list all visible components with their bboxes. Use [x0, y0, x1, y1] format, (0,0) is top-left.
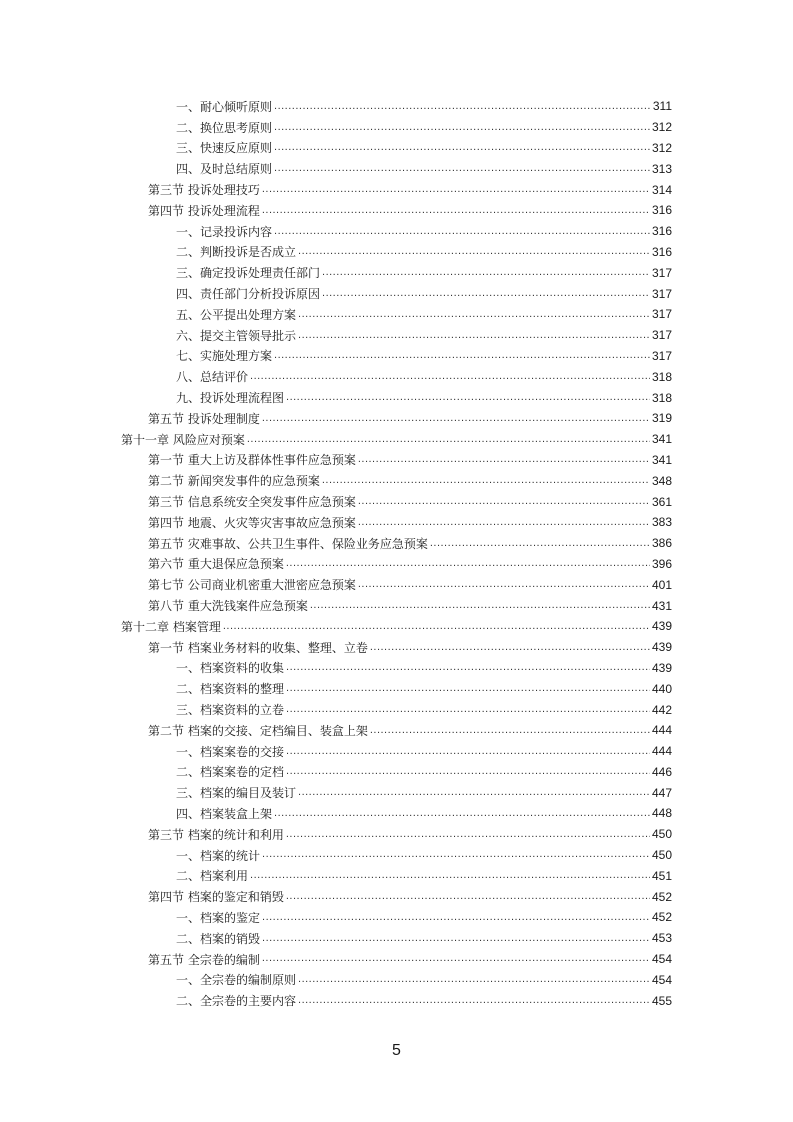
toc-entry[interactable] [0, 408, 793, 429]
dot-leader [262, 183, 650, 200]
toc-entry-title: 二、换位思考原则 [176, 120, 273, 135]
toc-entry-page: 318 [651, 369, 672, 384]
dot-leader [322, 266, 650, 283]
toc-entry[interactable] [0, 450, 793, 471]
toc-entry-title: 第六节 重大退保应急预案 [148, 557, 284, 572]
toc-entry-page: 316 [651, 224, 672, 239]
toc-entry[interactable] [0, 990, 793, 1011]
toc-entry-page: 317 [651, 307, 672, 322]
toc-entry[interactable] [0, 200, 793, 221]
toc-entry-page: 453 [651, 931, 672, 946]
toc-entry-title: 六、提交主管领导批示 [176, 328, 297, 343]
toc-entry-page: 448 [651, 806, 672, 821]
dot-leader [286, 828, 650, 845]
toc-entry-page: 383 [651, 515, 672, 530]
toc-entry-title: 二、档案资料的整理 [176, 682, 285, 697]
toc-entry-page: 314 [651, 182, 672, 197]
toc-entry-page: 317 [651, 328, 672, 343]
dot-leader [274, 121, 650, 138]
toc-entry-title: 二、判断投诉是否成立 [176, 245, 297, 260]
toc-entry-page: 312 [651, 120, 672, 135]
toc-entry[interactable] [0, 470, 793, 491]
dot-leader [223, 620, 650, 637]
toc-entry[interactable] [0, 616, 793, 637]
dot-leader [262, 204, 650, 221]
toc-entry-title: 一、耐心倾听原则 [176, 99, 273, 114]
toc-entry[interactable] [0, 824, 793, 845]
toc-entry-page: 442 [651, 702, 672, 717]
dot-leader [298, 786, 650, 803]
toc-entry[interactable] [0, 262, 793, 283]
toc-entry-title: 一、档案案卷的交接 [176, 744, 285, 759]
dot-leader [358, 495, 650, 512]
toc-entry-title: 第五节 灾难事故、公共卫生事件、保险业务应急预案 [148, 536, 428, 551]
dot-leader [274, 807, 650, 824]
toc-entry-page: 444 [651, 744, 672, 759]
toc-entry[interactable] [0, 949, 793, 970]
toc-entry-title: 第五节 投诉处理制度 [148, 411, 260, 426]
toc-entry-title: 二、档案的销毁 [176, 931, 261, 946]
toc-entry[interactable] [0, 845, 793, 866]
toc-entry-title: 七、实施处理方案 [176, 349, 273, 364]
toc-entry-page: 451 [651, 868, 672, 883]
dot-leader [286, 703, 650, 720]
toc-entry-page: 386 [651, 536, 672, 551]
toc-entry-title: 三、确定投诉处理责任部门 [176, 266, 321, 281]
toc-entry-title: 第三节 档案的统计和利用 [148, 827, 284, 842]
toc-entry[interactable] [0, 803, 793, 824]
toc-entry-title: 第四节 档案的鉴定和销毁 [148, 890, 284, 905]
toc-entry-title: 第十二章 档案管理 [121, 619, 221, 634]
dot-leader [358, 578, 650, 595]
toc-entry-title: 五、公平提出处理方案 [176, 307, 297, 322]
toc-entry-page: 447 [651, 785, 672, 800]
toc-entry[interactable] [0, 699, 793, 720]
dot-leader [250, 370, 650, 387]
dot-leader [274, 100, 650, 117]
toc-entry-page: 455 [651, 993, 672, 1008]
dot-leader [322, 474, 650, 491]
toc-entry[interactable] [0, 928, 793, 949]
toc-entry[interactable] [0, 533, 793, 554]
toc-entry[interactable] [0, 179, 793, 200]
toc-entry-page: 439 [651, 660, 672, 675]
toc-entry-title: 第八节 重大洗钱案件应急预案 [148, 599, 308, 614]
toc-entry-page: 361 [651, 494, 672, 509]
dot-leader [286, 765, 650, 782]
toc-entry[interactable] [0, 325, 793, 346]
dot-leader [250, 869, 650, 886]
toc-entry-page: 317 [651, 286, 672, 301]
dot-leader [298, 994, 650, 1011]
toc-entry-page: 341 [651, 432, 672, 447]
toc-entry-page: 317 [651, 348, 672, 363]
dot-leader [298, 973, 650, 990]
toc-entry-title: 一、全宗卷的编制原则 [176, 973, 297, 988]
toc-entry[interactable] [0, 117, 793, 138]
toc-entry-title: 一、档案的统计 [176, 848, 261, 863]
toc-entry[interactable] [0, 574, 793, 595]
toc-entry-page: 316 [651, 203, 672, 218]
dot-leader [262, 932, 650, 949]
dot-leader [286, 391, 650, 408]
toc-entry[interactable] [0, 554, 793, 575]
dot-leader [262, 848, 650, 865]
toc-entry-page: 313 [651, 161, 672, 176]
toc-entry[interactable] [0, 886, 793, 907]
table-of-contents [0, 96, 793, 1011]
toc-entry-title: 第五节 全宗卷的编制 [148, 952, 260, 967]
toc-entry-title: 四、及时总结原则 [176, 162, 273, 177]
toc-entry-title: 第七节 公司商业机密重大泄密应急预案 [148, 578, 356, 593]
dot-leader [358, 516, 650, 533]
toc-entry[interactable] [0, 346, 793, 367]
toc-entry[interactable] [0, 96, 793, 117]
toc-entry[interactable] [0, 512, 793, 533]
toc-entry[interactable] [0, 741, 793, 762]
dot-leader [370, 641, 650, 658]
toc-entry-title: 三、档案资料的立卷 [176, 703, 285, 717]
toc-entry[interactable] [0, 720, 793, 741]
toc-entry[interactable] [0, 304, 793, 325]
toc-entry-page: 440 [651, 681, 672, 696]
dot-leader [274, 162, 650, 179]
dot-leader [286, 557, 650, 574]
toc-entry-title: 一、档案资料的收集 [176, 661, 285, 676]
dot-leader [262, 911, 650, 928]
toc-entry[interactable] [0, 158, 793, 179]
toc-entry-title: 二、档案案卷的定档 [176, 765, 285, 780]
toc-entry[interactable] [0, 637, 793, 658]
toc-entry-title: 第三节 信息系统安全突发事件应急预案 [148, 495, 356, 510]
toc-entry-page: 311 [652, 99, 672, 114]
toc-entry-title: 第四节 地震、火灾等灾害事故应急预案 [148, 515, 356, 530]
dot-leader [262, 412, 650, 429]
toc-entry-page: 450 [651, 848, 672, 863]
toc-entry[interactable] [0, 366, 793, 387]
toc-entry-page: 348 [651, 473, 672, 488]
dot-leader [310, 599, 650, 616]
dot-leader [274, 349, 650, 366]
toc-entry-title: 九、投诉处理流程图 [176, 391, 285, 406]
toc-entry-page: 452 [651, 910, 672, 925]
dot-leader [262, 952, 650, 969]
toc-entry-page: 439 [651, 619, 672, 634]
toc-entry-title: 二、全宗卷的主要内容 [176, 994, 297, 1009]
toc-entry-page: 396 [651, 556, 672, 571]
toc-entry-page: 452 [651, 889, 672, 904]
toc-entry-page: 454 [651, 972, 672, 987]
toc-entry-title: 一、记录投诉内容 [176, 224, 273, 239]
page-number: 5 [392, 1042, 401, 1059]
dot-leader [358, 453, 650, 470]
toc-entry-title: 三、档案的编目及装订 [176, 786, 297, 801]
toc-entry-page: 431 [651, 598, 672, 613]
toc-entry-title: 一、档案的鉴定 [176, 910, 261, 925]
toc-entry[interactable] [0, 595, 793, 616]
toc-entry-page: 454 [651, 952, 672, 967]
toc-entry[interactable] [0, 865, 793, 886]
toc-entry[interactable] [0, 491, 793, 512]
toc-entry-page: 319 [651, 411, 672, 426]
toc-entry-title: 第一节 档案业务材料的收集、整理、立卷 [148, 640, 368, 655]
dot-leader [298, 308, 650, 325]
toc-entry[interactable] [0, 242, 793, 263]
dot-leader [298, 245, 650, 262]
toc-entry[interactable] [0, 907, 793, 928]
toc-entry-page: 341 [651, 452, 672, 467]
toc-entry-title: 四、档案装盒上架 [176, 806, 273, 821]
toc-entry-page: 439 [651, 640, 672, 655]
toc-entry-title: 八、总结评价 [176, 370, 249, 385]
dot-leader [286, 682, 650, 699]
dot-leader [430, 537, 650, 554]
toc-entry-title: 第一节 重大上访及群体性事件应急预案 [148, 453, 356, 468]
dot-leader [286, 890, 650, 907]
toc-entry-page: 450 [651, 827, 672, 842]
toc-entry-title: 三、快速反应原则 [176, 141, 273, 156]
dot-leader [322, 287, 650, 304]
toc-entry-title: 第三节 投诉处理技巧 [148, 183, 260, 198]
dot-leader [274, 141, 650, 158]
toc-entry-page: 312 [651, 140, 672, 155]
dot-leader [274, 225, 650, 242]
toc-entry[interactable] [0, 283, 793, 304]
toc-entry-page: 316 [651, 244, 672, 259]
toc-entry[interactable] [0, 658, 793, 679]
toc-entry[interactable] [0, 762, 793, 783]
toc-entry[interactable] [0, 221, 793, 242]
toc-entry-page: 401 [651, 577, 672, 592]
toc-entry-title: 第二节 新闻突发事件的应急预案 [148, 474, 320, 489]
toc-entry-page: 444 [651, 723, 672, 738]
toc-entry-title: 二、档案利用 [176, 869, 249, 884]
toc-entry-page: 318 [651, 390, 672, 405]
toc-entry[interactable] [0, 969, 793, 990]
toc-entry-title: 第二节 档案的交接、定档编目、装盒上架 [148, 723, 368, 738]
toc-entry-title: 第四节 投诉处理流程 [148, 203, 260, 218]
toc-entry-page: 317 [651, 265, 672, 280]
toc-entry-title: 四、责任部门分析投诉原因 [176, 287, 321, 302]
dot-leader [247, 433, 650, 450]
toc-entry[interactable] [0, 387, 793, 408]
toc-entry[interactable] [0, 782, 793, 803]
dot-leader [286, 745, 650, 762]
toc-entry[interactable] [0, 429, 793, 450]
toc-entry-title: 第十一章 风险应对预案 [121, 432, 245, 447]
toc-entry[interactable] [0, 138, 793, 159]
dot-leader [286, 661, 650, 678]
dot-leader [298, 329, 650, 346]
toc-entry-page: 446 [651, 764, 672, 779]
dot-leader [370, 724, 650, 741]
toc-entry[interactable] [0, 678, 793, 699]
